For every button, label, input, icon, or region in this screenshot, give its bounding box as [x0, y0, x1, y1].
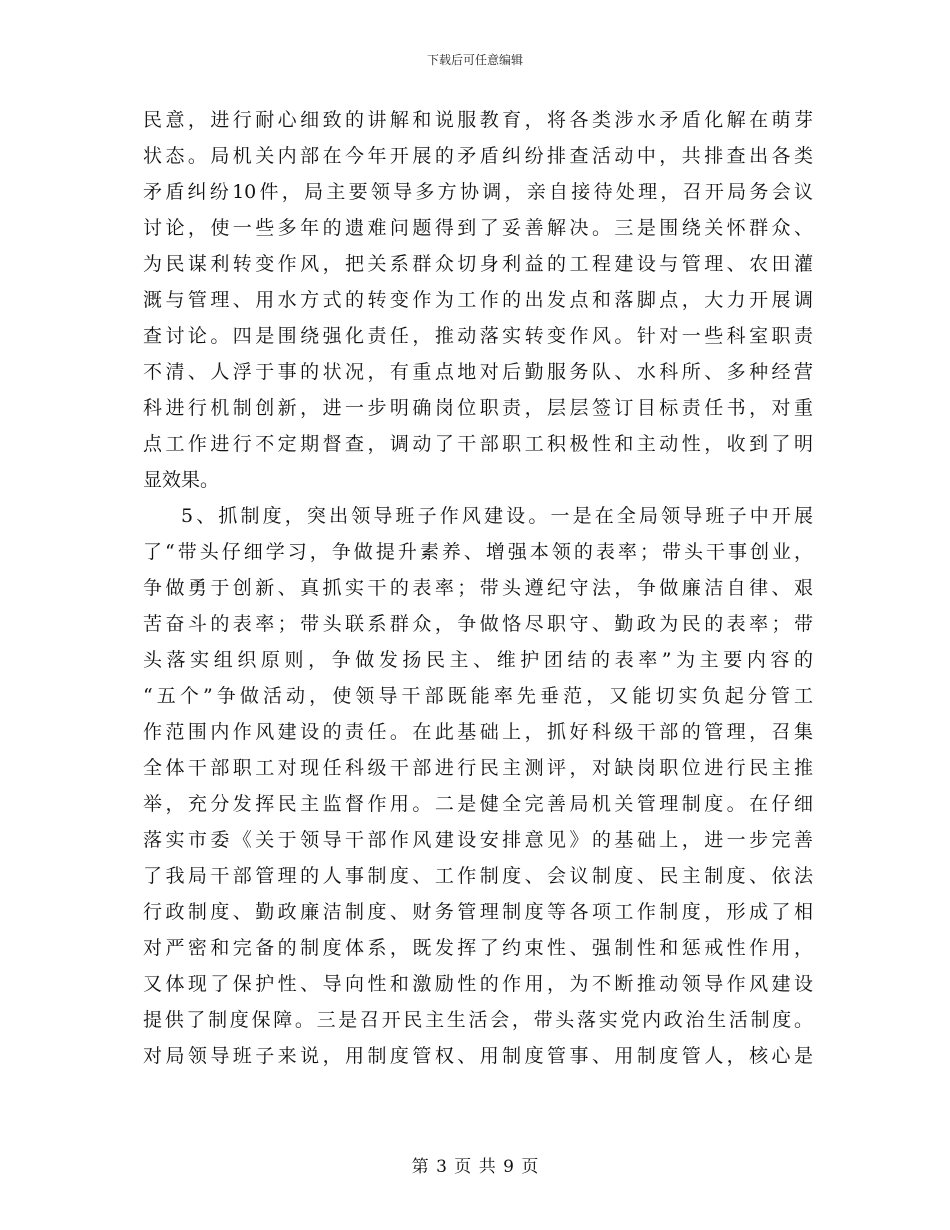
- body-line: 讨论，使一些多年的遗难问题得到了妥善解决。三是围绕关怀群众、: [143, 217, 813, 239]
- body-line: 溉与管理、用水方式的转变作为工作的出发点和落脚点，大力开展调: [143, 289, 813, 311]
- body-line: “五个”争做活动，使领导干部既能率先垂范，又能切实负起分管工: [143, 685, 813, 707]
- paragraph-start-line: 5、抓制度，突出领导班子作风建设。一是在全局领导班子中开展: [181, 505, 813, 527]
- body-line: 状态。局机关内部在今年开展的矛盾纠纷排查活动中，共排查出各类: [143, 145, 813, 167]
- body-line: 了我局干部管理的人事制度、工作制度、会议制度、民主制度、依法: [143, 865, 813, 887]
- body-line: 行政制度、勤政廉洁制度、财务管理制度等各项工作制度，形成了相: [143, 901, 813, 923]
- body-line: 矛盾纠纷10件，局主要领导多方协调，亲自接待处理，召开局务会议: [143, 181, 813, 203]
- body-line: 苦奋斗的表率；带头联系群众，争做恪尽职守、勤政为民的表率；带: [143, 613, 813, 635]
- body-line: 了“带头仔细学习，争做提升素养、增强本领的表率；带头干事创业，: [143, 541, 813, 563]
- body-line: 全体干部职工对现任科级干部进行民主测评，对缺岗职位进行民主推: [143, 757, 813, 779]
- body-line: 落实市委《关于领导干部作风建设安排意见》的基础上，进一步完善: [143, 829, 813, 851]
- page-header: 下载后可任意编辑: [426, 53, 523, 67]
- body-line: 科进行机制创新，进一步明确岗位职责，层层签订目标责任书，对重: [143, 397, 813, 419]
- body-line: 查讨论。四是围绕强化责任，推动落实转变作风。针对一些科室职责: [143, 325, 813, 347]
- body-line: 对局领导班子来说，用制度管权、用制度管事、用制度管人，核心是: [143, 1045, 813, 1067]
- document-body: [143, 102, 813, 1074]
- body-line: 作范围内作风建设的责任。在此基础上，抓好科级干部的管理，召集: [143, 721, 813, 743]
- body-line: 显效果。: [143, 469, 220, 491]
- body-line: 对严密和完备的制度体系，既发挥了约束性、强制性和惩戒性作用，: [143, 937, 813, 959]
- body-line: 不清、人浮于事的状况，有重点地对后勤服务队、水科所、多种经营: [143, 361, 813, 383]
- body-line: 为民谋利转变作风，把关系群众切身利益的工程建设与管理、农田灌: [143, 253, 813, 275]
- body-line: 点工作进行不定期督查，调动了干部职工积极性和主动性，收到了明: [143, 433, 813, 455]
- body-line: 举，充分发挥民主监督作用。二是健全完善局机关管理制度。在仔细: [143, 793, 813, 815]
- body-line: 头落实组织原则，争做发扬民主、维护团结的表率”为主要内容的: [143, 649, 813, 671]
- body-line: 提供了制度保障。三是召开民主生活会，带头落实党内政治生活制度。: [143, 1009, 813, 1031]
- body-line: 又体现了保护性、导向性和激励性的作用，为不断推动领导作风建设: [143, 973, 813, 995]
- body-line: 争做勇于创新、真抓实干的表率；带头遵纪守法，争做廉洁自律、艰: [143, 577, 813, 599]
- page-number-footer: 第 3 页 共 9 页: [411, 1157, 539, 1177]
- body-line: 民意，进行耐心细致的讲解和说服教育，将各类涉水矛盾化解在萌芽: [143, 109, 813, 131]
